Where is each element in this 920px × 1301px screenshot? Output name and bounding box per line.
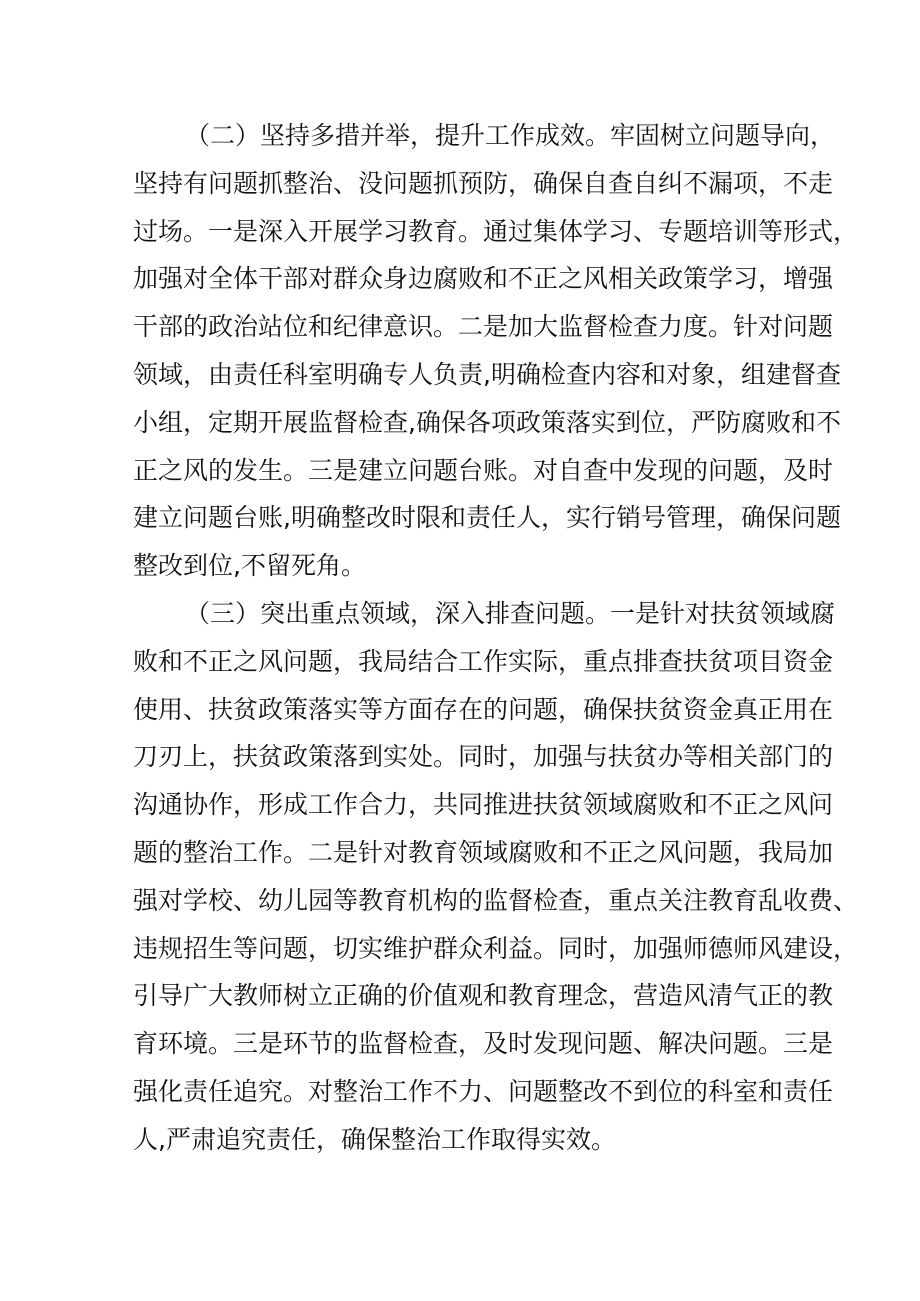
paragraph-2 (133, 112, 859, 590)
paragraph-3 (133, 590, 859, 1164)
paragraph-line: 沟通协作，形成工作合力，共同推进扶贫领域腐败和不正之风问 (133, 790, 834, 820)
paragraph-line: 干部的政治站位和纪律意识。二是加大监督检查力度。针对问题 (133, 312, 834, 342)
paragraph-line: 正之风的发生。三是建立问题台账。对自查中发现的问题，及时 (133, 455, 834, 485)
paragraph-line: （三）突出重点领域，深入排查问题。一是针对扶贫领域腐 (185, 598, 836, 628)
document-body (133, 112, 859, 1164)
paragraph-line: （二）坚持多措并举，提升工作成效。牢固树立问题导向， (185, 121, 836, 150)
paragraph-line: 领域，由责任科室明确专人负责,明确检查内容和对象，组建督查 (133, 359, 841, 389)
paragraph-line: 刀刃上，扶贫政策落到实处。同时，加强与扶贫办等相关部门的 (133, 742, 834, 772)
paragraph-line: 整改到位,不留死角。 (133, 551, 366, 581)
paragraph-line: 违规招生等问题，切实维护群众利益。同时，加强师德师风建设， (133, 933, 859, 963)
paragraph-line: 强对学校、幼儿园等教育机构的监督检查，重点关注教育乱收费、 (133, 885, 859, 915)
paragraph-line: 使用、扶贫政策落实等方面存在的问题，确保扶贫资金真正用在 (133, 694, 834, 724)
paragraph-line: 建立问题台账,明确整改时限和责任人，实行销号管理，确保问题 (133, 503, 841, 533)
paragraph-line: 题的整治工作。二是针对教育领域腐败和不正之风问题，我局加 (133, 837, 834, 867)
paragraph-line: 引导广大教师树立正确的价值观和教育理念，营造风清气正的教 (133, 981, 834, 1011)
paragraph-line: 败和不正之风问题，我局结合工作实际，重点排查扶贫项目资金 (133, 646, 834, 676)
paragraph-line: 小组，定期开展监督检查,确保各项政策落实到位，严防腐败和不 (133, 407, 841, 437)
paragraph-line: 人,严肃追究责任，确保整治工作取得实效。 (133, 1124, 616, 1154)
paragraph-line: 强化责任追究。对整治工作不力、问题整改不到位的科室和责任 (133, 1076, 834, 1106)
paragraph-line: 过场。一是深入开展学习教育。通过集体学习、专题培训等形式， (133, 216, 859, 246)
paragraph-line: 坚持有问题抓整治、没问题抓预防，确保自查自纠不漏项，不走 (133, 168, 834, 198)
paragraph-line: 育环境。三是环节的监督检查，及时发现问题、解决问题。三是 (133, 1029, 834, 1059)
paragraph-line: 加强对全体干部对群众身边腐败和不正之风相关政策学习，增强 (133, 264, 834, 294)
